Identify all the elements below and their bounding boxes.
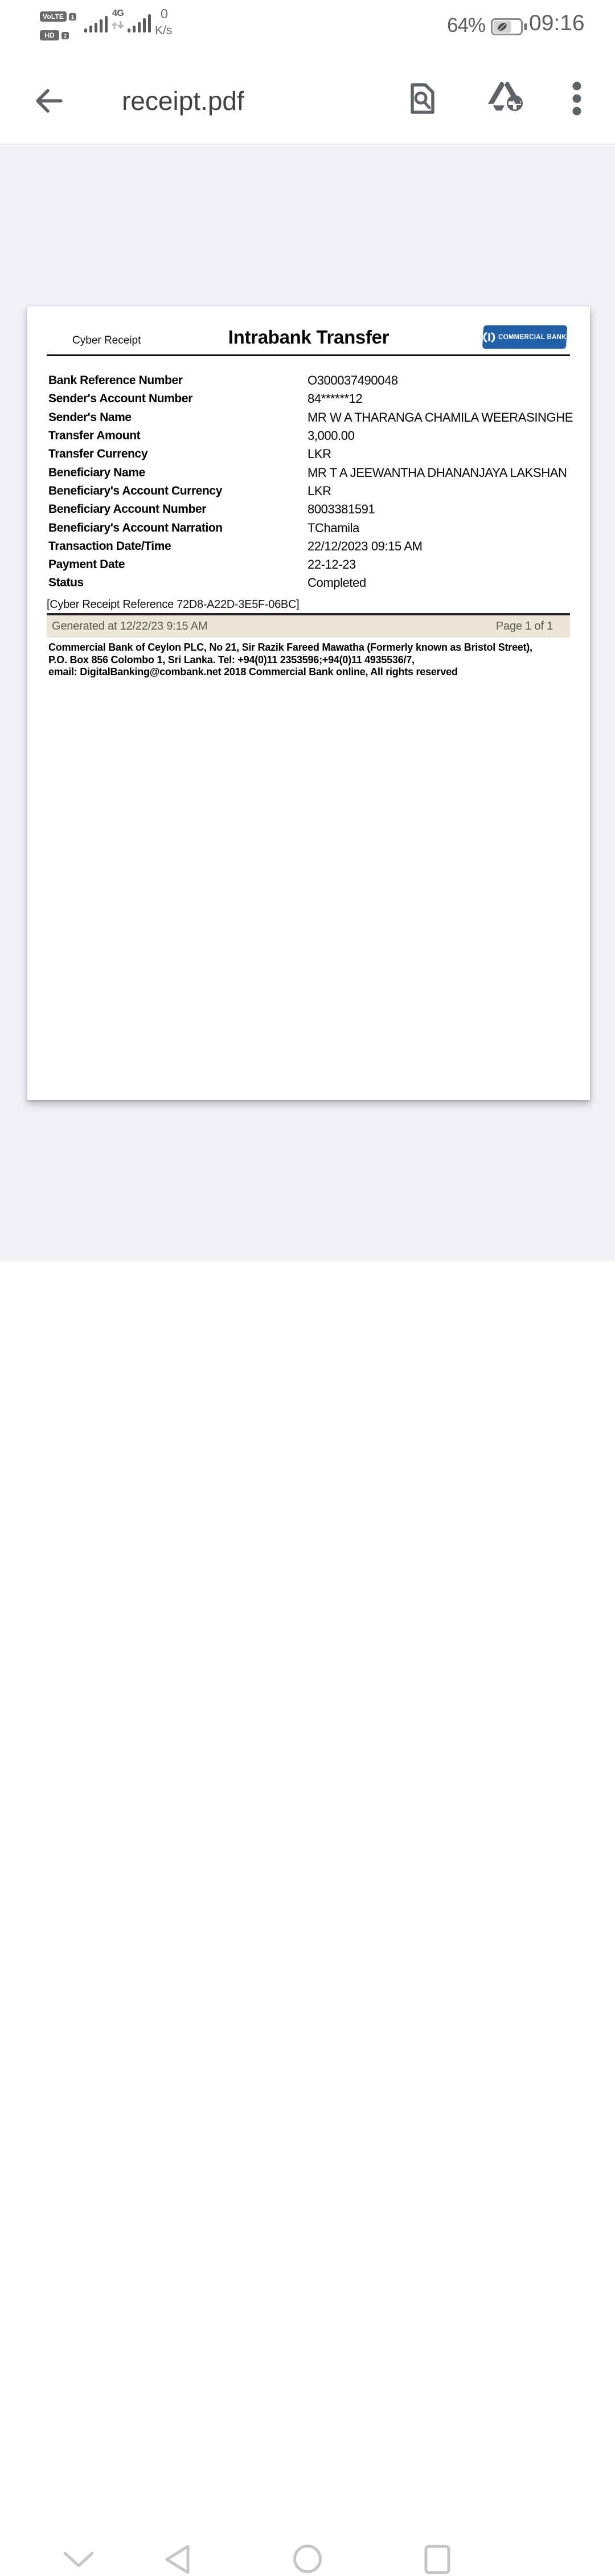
header-divider xyxy=(47,354,570,356)
field-row xyxy=(27,427,590,445)
field-label: Bank Reference Number xyxy=(48,374,183,387)
field-label: Payment Date xyxy=(48,558,125,571)
field-row xyxy=(27,409,590,427)
field-row xyxy=(27,445,590,463)
hd-badge: HD xyxy=(40,30,59,40)
field-value: LKR xyxy=(308,483,331,498)
field-value: 84******12 xyxy=(308,391,363,406)
battery-power-saving-icon xyxy=(491,18,527,35)
footer-line: email: DigitalBanking@combank.net 2018 Commercial Bank online, All rights reserved xyxy=(48,666,458,677)
field-row xyxy=(27,390,590,408)
signal-bars-sim2-icon xyxy=(128,13,156,33)
receipt-fields xyxy=(27,372,590,593)
generated-at-text: Generated at 12/22/23 9:15 AM xyxy=(52,620,208,632)
field-value: 3,000.00 xyxy=(308,428,355,443)
data-activity-arrows-icon xyxy=(112,21,125,30)
bank-logo xyxy=(482,325,567,349)
cyber-receipt-reference: [Cyber Receipt Reference 72D8-A22D-3E5F-06BC] xyxy=(47,598,300,611)
field-row xyxy=(27,519,590,537)
nav-back-button[interactable] xyxy=(162,2543,191,2576)
status-clock: 09:16 xyxy=(529,11,585,35)
network-speed-value: 0 xyxy=(161,6,168,21)
receipt-type-label: Cyber Receipt xyxy=(72,334,141,346)
field-value: Completed xyxy=(308,575,366,590)
nav-recents-button[interactable] xyxy=(424,2545,450,2574)
network-type-label: 4G xyxy=(112,9,124,18)
field-value: 22-12-23 xyxy=(308,557,356,572)
commercial-bank-mark-icon xyxy=(483,332,495,343)
field-row xyxy=(27,500,590,519)
field-value: O300037490048 xyxy=(308,373,398,388)
field-label: Beneficiary Name xyxy=(48,466,145,479)
field-value: MR T A JEEWANTHA DHANANJAYA LAKSHAN xyxy=(308,465,567,480)
footer-line: P.O. Box 856 Colombo 1, Sri Lanka. Tel: +94(0)11 2353596;+94(0)11 4935536/7, xyxy=(48,654,415,666)
hide-navbar-chevron-button[interactable] xyxy=(62,2550,95,2569)
back-button[interactable] xyxy=(33,85,65,117)
phone-header xyxy=(0,0,615,145)
field-value: MR W A THARANGA CHAMILA WEERASINGHE xyxy=(308,410,573,424)
page-info: Page 1 of 1 xyxy=(495,620,553,632)
signal-bars-sim1-icon xyxy=(84,15,112,33)
field-label: Sender's Name xyxy=(48,410,132,424)
field-row xyxy=(27,463,590,481)
field-label: Sender's Account Number xyxy=(48,392,192,406)
field-label: Beneficiary Account Number xyxy=(48,503,207,516)
field-value: 8003381591 xyxy=(308,502,375,517)
field-row xyxy=(27,556,590,574)
bank-address-footer xyxy=(48,642,532,679)
field-label: Beneficiary's Account Currency xyxy=(48,484,222,497)
field-row xyxy=(27,372,590,390)
field-value: LKR xyxy=(308,447,331,462)
bank-logo-text: COMMERCIAL BANK xyxy=(498,333,567,341)
nav-home-button[interactable] xyxy=(293,2544,322,2574)
field-label: Transaction Date/Time xyxy=(48,539,171,553)
battery-percent: 64% xyxy=(446,14,485,36)
field-label: Status xyxy=(48,576,84,590)
overflow-menu-button[interactable] xyxy=(568,79,586,119)
volte-badge: VoLTE xyxy=(40,11,67,22)
receipt-page xyxy=(27,307,590,1100)
field-row xyxy=(27,537,590,556)
find-in-document-button[interactable] xyxy=(407,80,438,117)
field-row xyxy=(27,574,590,592)
field-label: Transfer Currency xyxy=(48,447,148,461)
add-to-drive-button[interactable] xyxy=(485,80,524,117)
field-label: Beneficiary's Account Narration xyxy=(48,521,223,534)
receipt-title: Intrabank Transfer xyxy=(228,326,390,348)
field-value: TChamila xyxy=(308,520,359,535)
navigation-bar xyxy=(0,1261,615,1333)
volte-sim-index: 1 xyxy=(69,13,76,21)
generated-bar xyxy=(47,615,570,638)
footer-line: Commercial Bank of Ceylon PLC, No 21, Sir Razik Fareed Mawatha (Formerly known as Bristol Street), xyxy=(48,642,532,653)
field-value: 22/12/2023 09:15 AM xyxy=(308,538,423,553)
network-speed-unit: K/s xyxy=(155,24,173,37)
field-row xyxy=(27,482,590,500)
hd-sim-index: 2 xyxy=(62,32,69,39)
field-label: Transfer Amount xyxy=(48,429,141,443)
document-title: receipt.pdf xyxy=(122,86,244,116)
